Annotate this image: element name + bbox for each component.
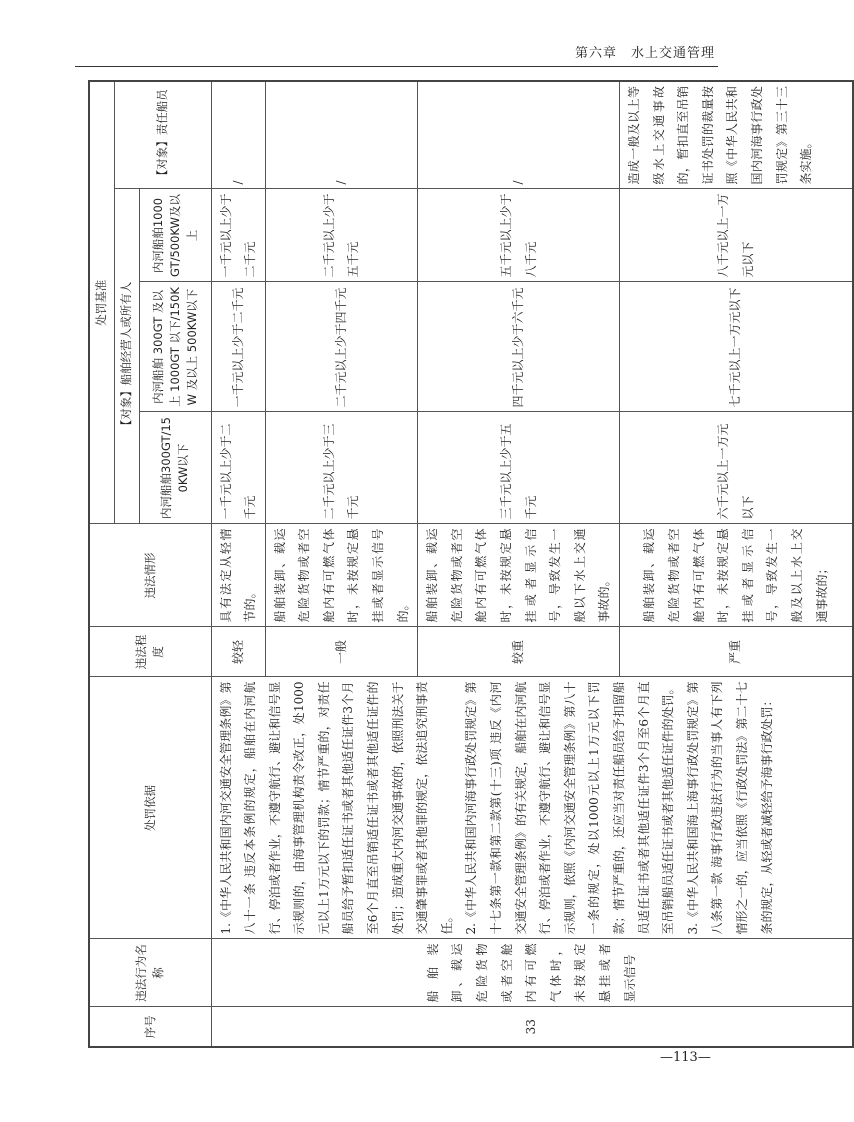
penalty-tier1: 一千元以上少于二千元 bbox=[211, 412, 265, 524]
header-tier2: 内河船舶 300GT 及以上 1000GT 以下/150KW 及以上 500KW以下 bbox=[139, 282, 211, 412]
penalty-crew: / bbox=[418, 81, 620, 189]
penalty-tier3: 二千元以上少于五千元 bbox=[265, 189, 418, 282]
situation: 具有法定从轻情节的。 bbox=[211, 524, 265, 627]
rotated-table-wrapper bbox=[88, 82, 829, 1048]
entry-basis: 1.《中华人民共和国内河交通安全管理条例》第八十一条 违反本条例的规定，船舶在内河航行、停泊或者作业，不遵守航行、避让和信号显示规则的，由海事管理机构责令改正，处1000元以上1万元以下的罚款；情节严重的，对责任船员给予暂扣适任证书或者其他适任证件3个月至6个月直至吊销适任证书或者其他适任证件的处罚；造成重大内河交通事故的，依照刑法关于交通肇事罪或者其他罪的规定，依法追究刑事责任。 2.《中华人民共和国内河海事行政处罚规定》第十七条第一款和第二款第(十三)项 违反《内河交通安全管理条例》的有关规定，船舶在内河航行、停泊或者作业，不遵守航行、避让和信号显示规则，依照《内河交通安全管理条例》第八十一条的规定，处以1000元以上1万元以下罚款；情节严重的，还应当对责任船员给予扣留船员适任证书或者其他适任证件3个月至6个月直至吊销船员适任证书或者其他适任证件的处罚。 3.《中华人民共和国海上海事行政处罚规定》第八条第一款 海事行政违法行为的当事人有下列情形之一的，应当依照《行政处罚法》第二十七条的规定，从轻或者减轻给予海事行政处罚： bbox=[211, 677, 853, 939]
header-no: 序号 bbox=[89, 1007, 211, 1047]
table-row bbox=[211, 81, 265, 1047]
penalty-tier1: 六千元以上一万元以下 bbox=[620, 412, 853, 524]
entry-no: 33 bbox=[211, 1007, 853, 1047]
situation: 船舶装卸、载运危险货物或者空舱内有可燃气体时，未按规定悬挂或者显示信号的。 bbox=[265, 524, 418, 627]
degree: 较轻 bbox=[211, 627, 265, 677]
header-tier1: 内河船舶300GT/150KW以下 bbox=[139, 412, 211, 524]
degree: 一般 bbox=[265, 627, 418, 677]
header-target-owner: 【对象】船舶经营人或所有人 bbox=[114, 189, 139, 524]
situation: 船舶装卸、载运危险货物或者空舱内有可燃气体时，未按规定悬挂或者显示信号，导致发生一般及以上水上交通事故的； bbox=[620, 524, 853, 627]
header-target-crew: 【对象】责任船员 bbox=[114, 81, 211, 189]
penalty-tier3: 一千元以上少于二千元 bbox=[211, 189, 265, 282]
header-situation: 违法情形 bbox=[89, 524, 211, 627]
penalty-tier1: 二千元以上少于三千元 bbox=[265, 412, 418, 524]
penalty-tier2: 二千元以上少于四千元 bbox=[265, 282, 418, 412]
degree: 较重 bbox=[418, 627, 620, 677]
page-number: —113— bbox=[660, 1050, 711, 1065]
header-degree: 违法程度 bbox=[89, 627, 211, 677]
header-basis: 处罚依据 bbox=[89, 677, 211, 939]
penalty-tier3: 八千元以上一万元以下 bbox=[620, 189, 853, 282]
header-tier3: 内河船舶1000GT/500KW及以上 bbox=[139, 189, 211, 282]
penalty-tier2: 四千元以上少于六千元 bbox=[418, 282, 620, 412]
penalty-tier1: 三千元以上少于五千元 bbox=[418, 412, 620, 524]
penalty-crew: / bbox=[265, 81, 418, 189]
running-header: 第六章 水上交通管理 bbox=[574, 46, 715, 61]
header-rule bbox=[75, 66, 718, 67]
situation: 船舶装卸、载运危险货物或者空舱内有可燃气体时，未按规定悬挂或者显示信号，导致发生一般以下水上交通事故的。 bbox=[418, 524, 620, 627]
penalty-table bbox=[88, 80, 854, 1048]
penalty-tier3: 五千元以上少于八千元 bbox=[418, 189, 620, 282]
penalty-crew: 造成一般及以上等级水上交通事故的，暂扣直至吊销证书处罚的裁量按照《中华人民共和国内河海事行政处罚规定》第三十三条实施。 bbox=[620, 81, 853, 189]
entry-name: 船舶装卸、载运危险货物或者空舱内有可燃气体时，未按规定悬挂或者显示信号 bbox=[211, 939, 853, 1007]
header-standard: 处罚基准 bbox=[89, 81, 114, 524]
penalty-tier2: 一千元以上少于二千元 bbox=[211, 282, 265, 412]
penalty-tier2: 七千元以上一万元以下 bbox=[620, 282, 853, 412]
penalty-crew: / bbox=[211, 81, 265, 189]
degree: 严重 bbox=[620, 627, 853, 677]
header-name: 违法行为名称 bbox=[89, 939, 211, 1007]
